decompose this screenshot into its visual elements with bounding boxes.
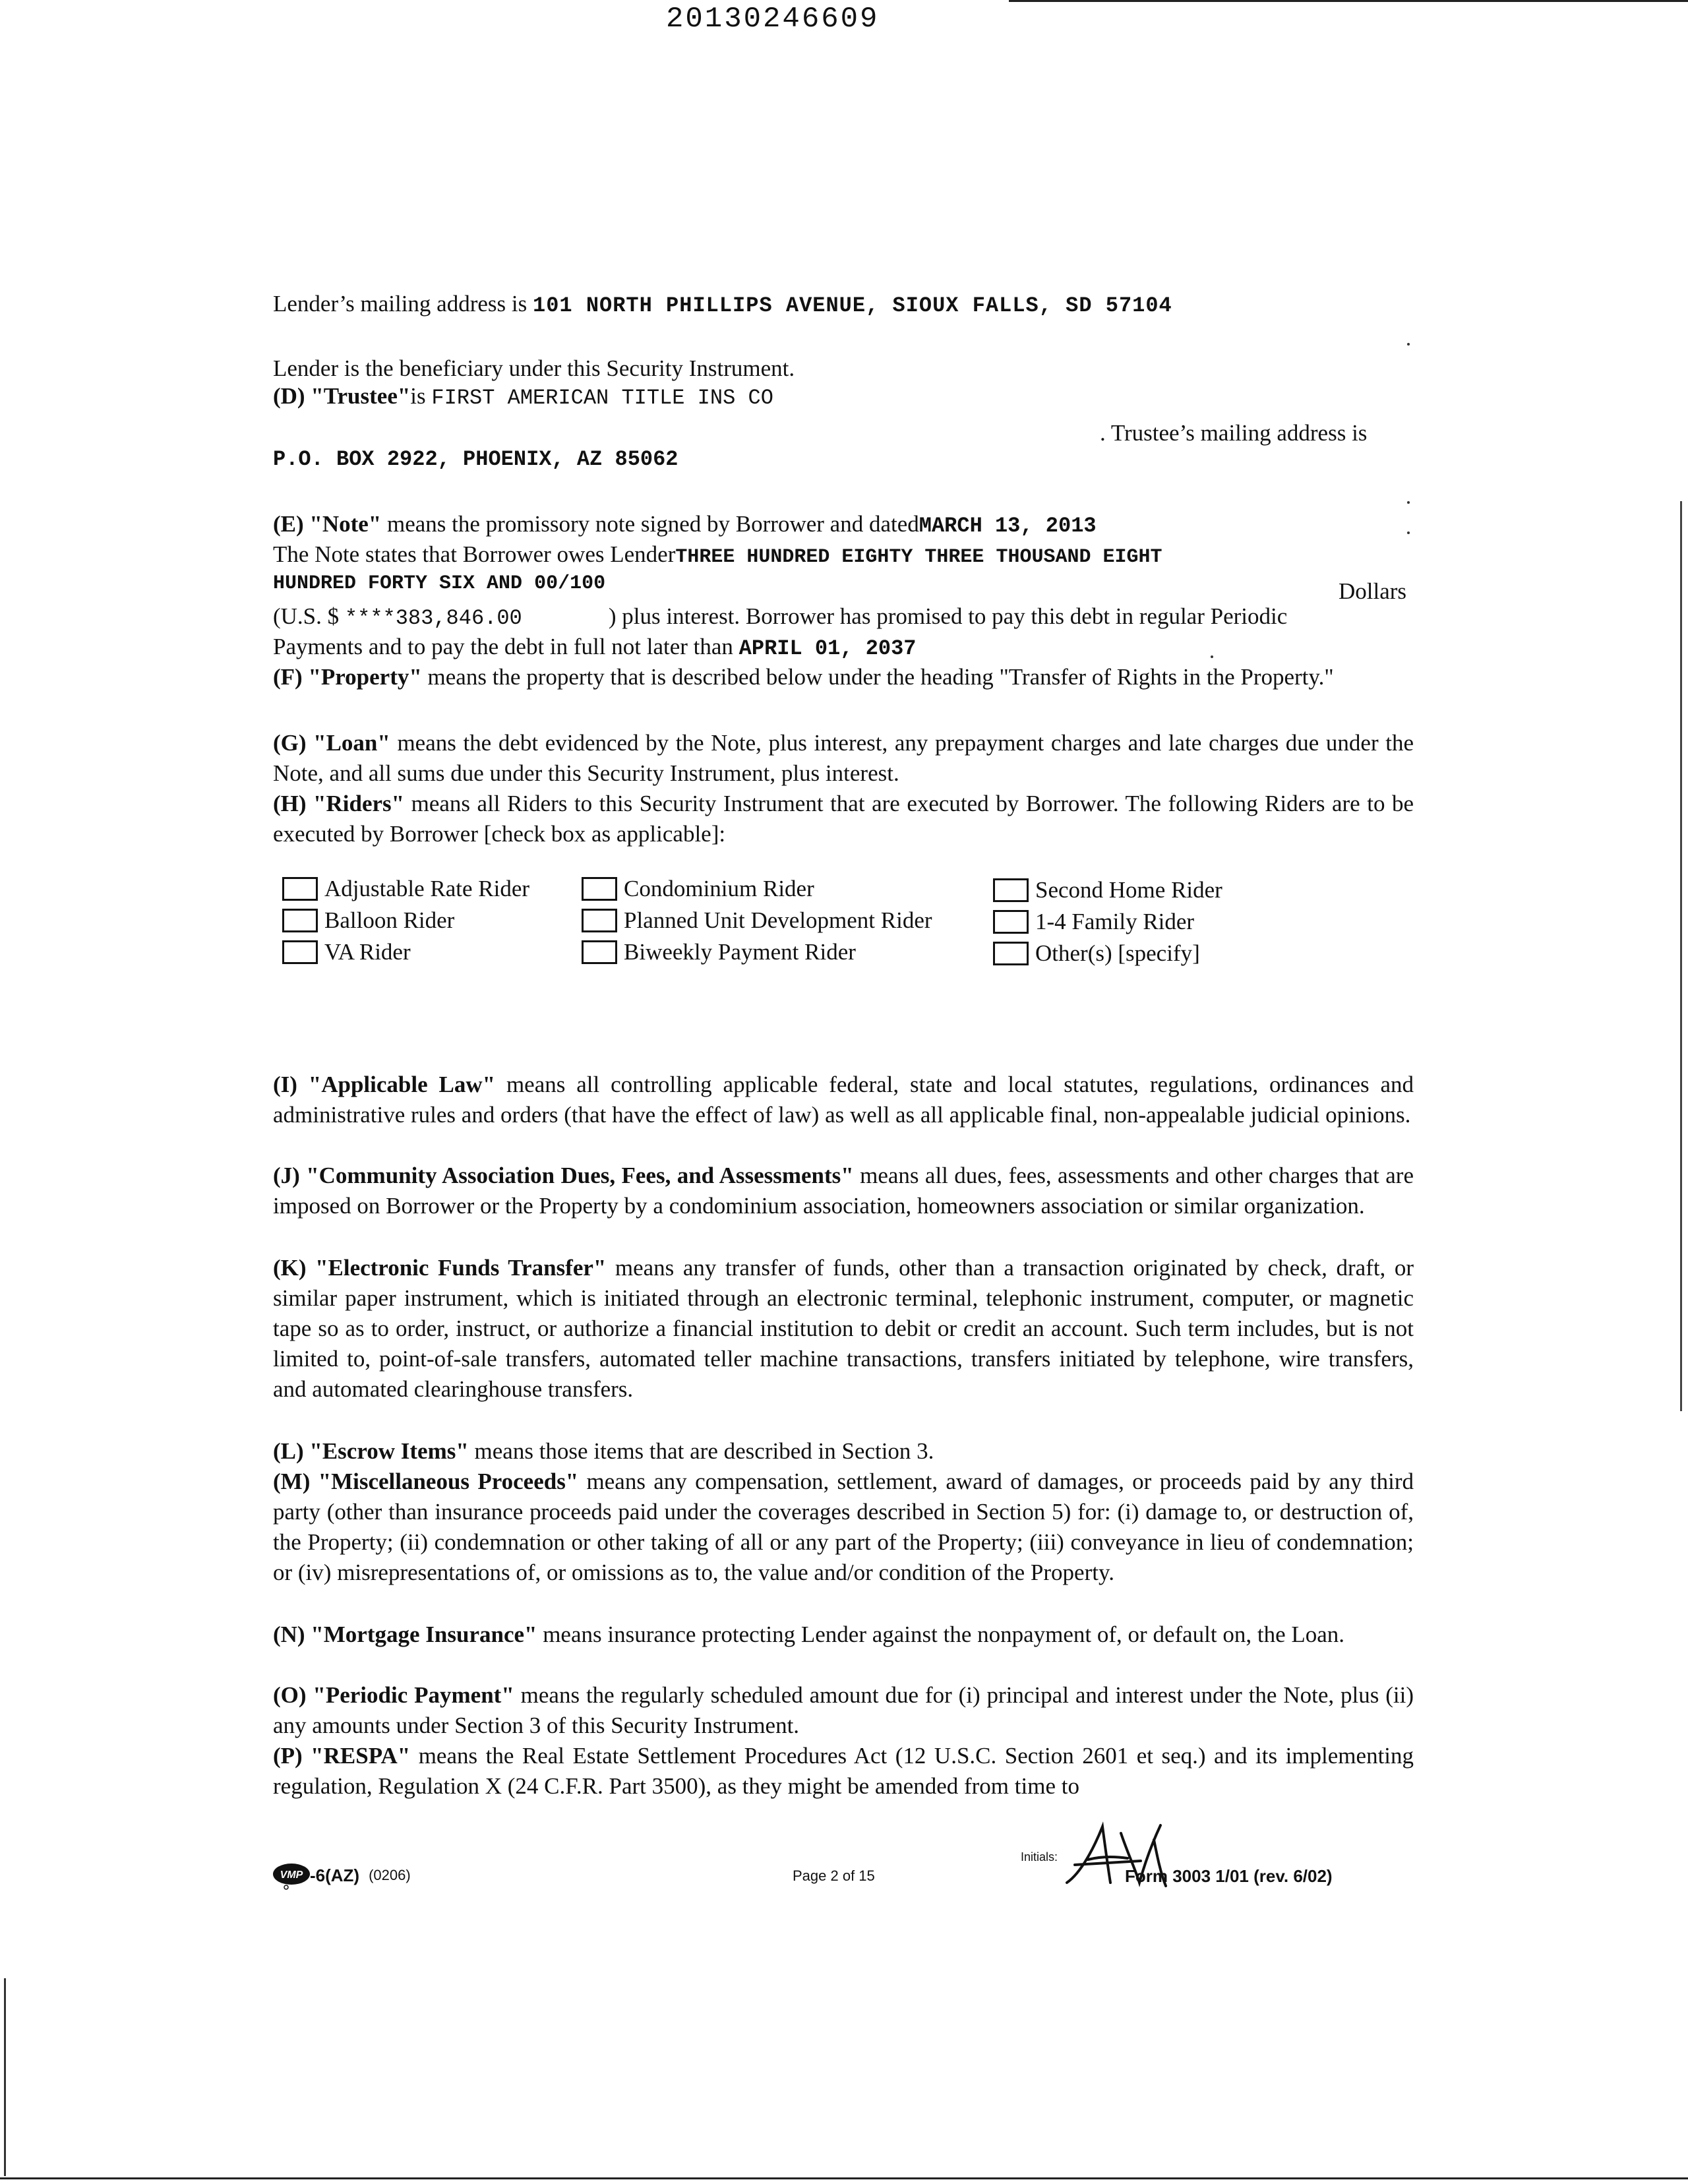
applicable-law-label: (I) "Applicable Law" [273,1072,496,1097]
note-text-4: Payments and to pay the debt in full not later than [273,634,733,659]
dot-mark [1211,655,1213,658]
vmp-logo-icon [272,1861,311,1890]
rider-label: Biweekly Payment Rider [624,939,856,965]
mortgage-insurance-label: (N) "Mortgage Insurance" [273,1622,537,1647]
rider-label: Condominium Rider [624,876,814,901]
lender-mailing-label: Lender’s mailing address is [273,291,528,317]
checkbox[interactable] [582,877,617,901]
periodic-text: means the regularly scheduled amount due for (i) principal and interest under the Note, plus (ii) any amounts under Section 3 of this Security Instrument. [273,1682,1414,1738]
periodic-label: (O) "Periodic Payment" [273,1682,514,1708]
loan-text: means the debt evidenced by the Note, plus interest, any prepayment charges and late charges due under the Note, and all sums due under this Security Instrument, plus interest. [273,730,1414,786]
community-label: (J) "Community Association Dues, Fees, and Assessments" [273,1163,854,1188]
checkbox[interactable] [993,878,1029,902]
footer-page-number: Page 2 of 15 [793,1867,875,1884]
rider-balloon[interactable] [282,907,454,934]
rider-adjustable-rate[interactable] [282,876,529,902]
dot-mark [1407,343,1410,346]
definition-mortgage-insurance [273,1620,1414,1650]
rider-label: Second Home Rider [1035,877,1222,903]
property-text: means the property that is described below under the heading "Transfer of Rights in the Property." [427,664,1334,690]
eft-text: means any transfer of funds, other than a transaction originated by check, draft, or similar paper instrument, which is initiated through an electronic terminal, telephonic instrument, computer, or magnetic tape so as to order, instruct, or authorize a financial institution to debit or credit an account. Such term includes, but is not limited to, point-of-sale transfers, automated teller machine transactions, transfers initiated by telephone, wire transfers, and automated clearinghouse transfers. [273,1255,1414,1402]
footer-form-number: Form 3003 1/01 (rev. 6/02) [1125,1866,1333,1886]
note-amount-line [273,601,1287,634]
trustee-address: P.O. BOX 2922, PHOENIX, AZ 85062 [273,447,678,471]
dot-mark [1407,531,1410,534]
checkbox[interactable] [993,942,1029,965]
note-amount-words-2: HUNDRED FORTY SIX AND 00/100 [273,572,606,595]
checkbox[interactable] [282,940,318,964]
misc-label: (M) "Miscellaneous Proceeds" [273,1469,579,1494]
definition-loan [273,728,1414,789]
note-amount-words-1: THREE HUNDRED EIGHTY THREE THOUSAND EIGHT [675,546,1162,568]
note-date: MARCH 13, 2013 [919,514,1097,538]
note-maturity-line [273,632,917,664]
checkbox[interactable] [282,877,318,901]
dot-mark [1407,501,1410,504]
respa-label: (P) "RESPA" [273,1743,411,1769]
definition-escrow-items [273,1436,1414,1467]
definition-electronic-funds-transfer [273,1253,1414,1405]
note-line-1 [273,509,1097,541]
bottom-border-line [0,2177,1688,2179]
definition-miscellaneous-proceeds [273,1467,1414,1588]
rider-label: 1-4 Family Rider [1035,909,1195,934]
footer-form-code: -6(AZ) [310,1865,360,1885]
note-dollars: Dollars [1339,578,1407,604]
rider-biweekly-payment[interactable] [582,939,856,965]
top-border-line [1009,0,1688,2]
rider-1-4-family[interactable] [993,909,1194,935]
misc-text: means any compensation, settlement, award of damages, or proceeds paid by any third party (other than insurance proceeds paid under the coverages described in Section 5) for: (i) damage to, or destruction of, the Property; (ii) condemnation or other taking of all or any part of the Property; (iii) conveyance in lieu of condemnation; or (iv) misrepresentations of, or omissions as to, the value and/or condition of the Property. [273,1469,1414,1585]
applicable-law-text: means all controlling applicable federal, state and local statutes, regulations, ordinances and administrative rules and orders (that have the effect of law) as well as all applicable final, non-appealable judicial opinions. [273,1072,1414,1128]
footer-logo-group [272,1861,411,1890]
lender-beneficiary-text: Lender is the beneficiary under this Security Instrument. [273,355,795,381]
rider-label: Adjustable Rate Rider [324,876,530,901]
trustee-name: FIRST AMERICAN TITLE INS CO [431,386,773,410]
trustee-line [273,381,773,413]
checkbox[interactable] [993,910,1029,934]
respa-text: means the Real Estate Settlement Procedures Act (12 U.S.C. Section 2601 et seq.) and its implementing regulation, Regulation X (24 C.F.R. Part 3500), as they might be amended from time to [273,1743,1414,1799]
note-text-3: ) plus interest. Borrower has promised to pay this debt in regular Periodic [608,603,1288,629]
note-line-2 [273,539,1162,572]
right-margin-rule [1680,501,1682,1411]
checkbox[interactable] [582,909,617,932]
note-maturity-date: APRIL 01, 2037 [738,636,917,661]
rider-others[interactable] [993,940,1200,967]
trustee-label: (D) "Trustee" [273,383,411,409]
trustee-is: is [410,383,426,409]
definition-respa [273,1741,1414,1802]
note-text-2: The Note states that Borrower owes Lender [273,541,676,567]
community-text: means all dues, fees, assessments and other charges that are imposed on Borrower or the Property by a condominium association, homeowners association or similar organization. [273,1163,1414,1219]
loan-label: (G) "Loan" [273,730,390,756]
document-number: 20130246609 [666,3,880,36]
riders-text: means all Riders to this Security Instrument that are executed by Borrower. The following Riders are to be executed by Borrower [check box as applicable]: [273,791,1414,847]
escrow-label: (L) "Escrow Items" [273,1438,469,1464]
checkbox[interactable] [282,909,318,932]
rider-label: Planned Unit Development Rider [624,907,932,933]
left-margin-rule [4,1978,6,2176]
note-label: (E) "Note" [273,511,382,537]
rider-label: Balloon Rider [324,907,455,933]
rider-label: VA Rider [324,939,411,965]
footer-form-date: (0206) [369,1867,411,1883]
definition-property [273,662,1414,692]
definition-periodic-payment [273,1680,1414,1741]
mortgage-insurance-text: means insurance protecting Lender against the nonpayment of, or default on, the Loan. [543,1622,1345,1647]
eft-label: (K) "Electronic Funds Transfer" [273,1255,607,1281]
lender-mailing-address: 101 NORTH PHILLIPS AVENUE, SIOUX FALLS, SD 57104 [533,293,1172,318]
rider-second-home[interactable] [993,877,1222,903]
property-label: (F) "Property" [273,664,422,690]
escrow-text: means those items that are described in Section 3. [474,1438,934,1464]
note-us-prefix: (U.S. $ [273,603,340,629]
definition-applicable-law [273,1070,1414,1130]
lender-mailing-line [273,289,1172,321]
rider-planned-unit-development[interactable] [582,907,932,934]
definition-community-association [273,1161,1414,1221]
footer-initials-label: Initials: [1021,1850,1058,1864]
rider-va[interactable] [282,939,411,965]
vmp-logo-text: VMP [280,1869,303,1881]
note-text-1: means the promissory note signed by Borrower and dated [386,511,919,537]
rider-label: Other(s) [specify] [1035,940,1200,966]
rider-condominium[interactable] [582,876,814,902]
definition-riders [273,789,1414,849]
note-amount: ****383,846.00 [344,606,522,630]
checkbox[interactable] [582,940,617,964]
riders-label: (H) "Riders" [273,791,405,816]
trustee-mailing-label: . Trustee’s mailing address is [1100,420,1368,446]
